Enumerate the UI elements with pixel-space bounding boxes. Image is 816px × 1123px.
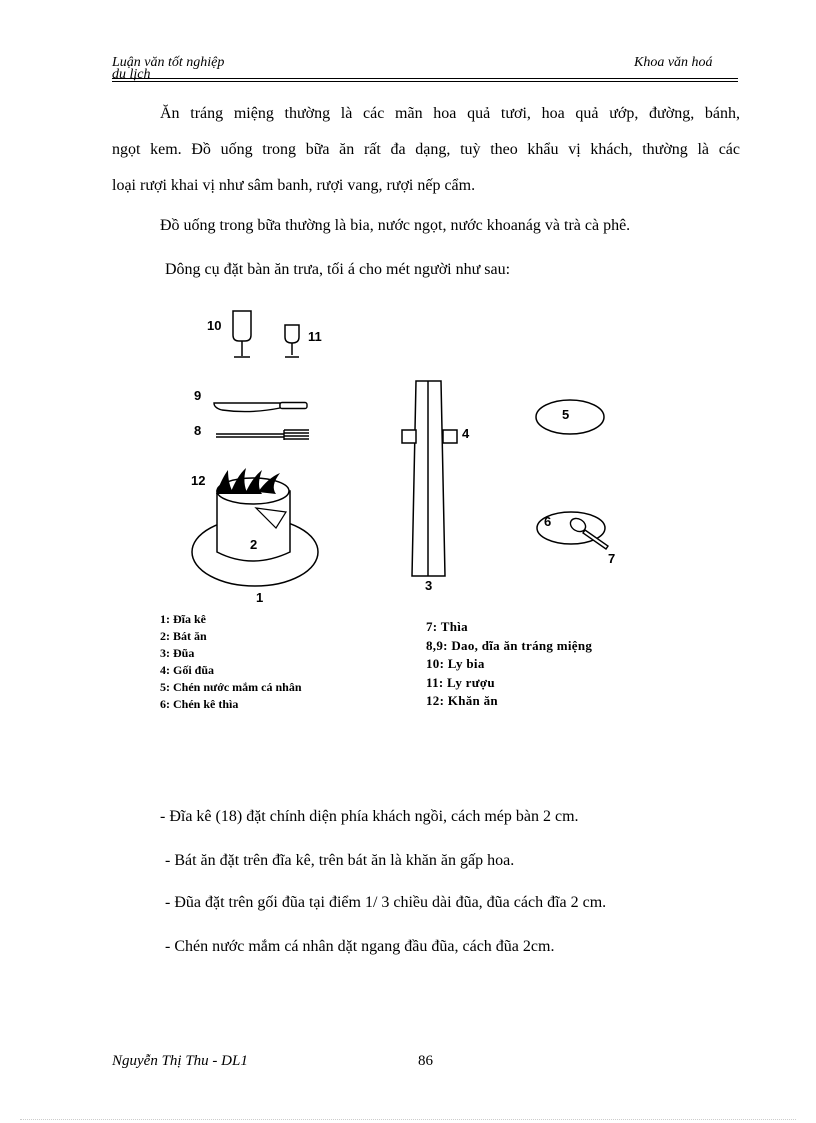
diagram-number-5: 5 — [562, 407, 570, 422]
bullet-sauce-dish: - Chén nước mắm cá nhân dặt ngang đầu đũa, cách đũa 2cm. — [165, 938, 555, 955]
paragraph-setting-intro: Dông cụ đặt bàn ăn trưa, tối á cho mét người như sau: — [165, 261, 511, 278]
paragraph-dessert-line1: Ăn tráng miệng thường là các mãn hoa quả tươi, hoa quả ướp, đường, bánh, — [160, 105, 740, 122]
footer-author: Nguyễn Thị Thu - DL1 — [112, 1053, 248, 1069]
diagram-number-3: 3 — [425, 578, 433, 593]
page-number: 86 — [418, 1053, 433, 1069]
chopsticks-shape — [412, 381, 445, 576]
diagram-number-8: 8 — [194, 423, 202, 438]
header-right: Khoa văn hoá — [634, 55, 713, 70]
diagram-number-9: 9 — [194, 388, 202, 403]
legend-item: 12: Khăn ăn — [426, 693, 498, 708]
diagram-number-12: 12 — [191, 473, 206, 488]
bullet-plate: - Đĩa kê (18) đặt chính diện phía khách ngồi, cách mép bàn 2 cm. — [160, 808, 579, 825]
diagram-number-10: 10 — [207, 318, 222, 333]
legend-item: 2: Bát ăn — [160, 629, 207, 643]
legend-item: 8,9: Dao, dĩa ăn tráng miệng — [426, 637, 593, 653]
legend-right — [426, 618, 592, 711]
diagram-number-7: 7 — [608, 551, 616, 566]
legend-item: 11: Ly rượu — [426, 674, 495, 690]
beer-glass-icon — [233, 311, 251, 357]
diagram-number-4: 4 — [462, 426, 470, 441]
wine-glass-icon — [285, 325, 299, 357]
legend-item: 1: Đĩa kê — [160, 612, 206, 626]
header-tourism-label: du lịch — [112, 67, 151, 82]
dessert-fork-icon — [216, 430, 309, 440]
paragraph-dessert-line2: ngọt kem. Đồ uống trong bữa ăn rất đa dạng, tuỳ theo khẩu vị khách, thường là các — [112, 141, 740, 158]
bullet-chopsticks: - Đũa đặt trên gối đũa tại điểm 1/ 3 chiều dài đũa, đũa cách đĩa 2 cm. — [165, 894, 607, 911]
sauce-dish-shape — [536, 400, 604, 434]
legend-item: 6: Chén kê thìa — [160, 697, 239, 711]
paragraph-dessert-line3: loại rượi khai vị như sâm banh, rượi vang, rượi nếp cẩm. — [112, 177, 476, 194]
bullet-bowl: - Bát ăn đặt trên đĩa kê, trên bát ăn là khăn ăn gấp hoa. — [165, 852, 515, 869]
legend-left — [160, 611, 302, 713]
header-thesis-label: Luận văn tốt nghiệp — [112, 55, 225, 70]
legend-item: 5: Chén nước mắm cá nhân — [160, 680, 302, 694]
diagram-number-2: 2 — [250, 537, 258, 552]
legend-item: 10: Ly bia — [426, 656, 485, 671]
page-edge-dots — [20, 1119, 796, 1120]
legend-item: 4: Gối đũa — [160, 663, 215, 677]
diagram-number-1: 1 — [256, 590, 264, 605]
diagram-number-6: 6 — [544, 514, 552, 529]
dessert-knife-icon — [214, 403, 307, 412]
paragraph-drinks: Đồ uống trong bữa thường là bia, nước ngọt, nước khoanág và trà cà phê. — [160, 217, 631, 234]
diagram-number-11: 11 — [308, 329, 322, 344]
legend-item: 3: Đũa — [160, 646, 195, 660]
legend-item: 7: Thìa — [426, 619, 468, 634]
